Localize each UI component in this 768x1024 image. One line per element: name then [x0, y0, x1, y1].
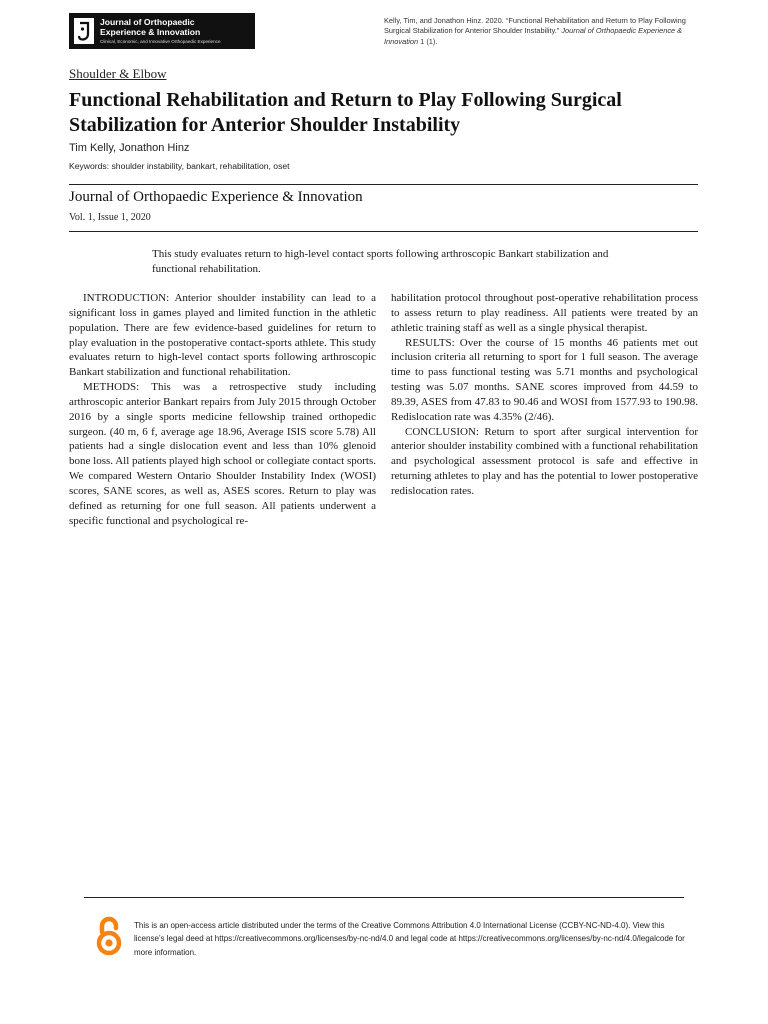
paragraph-conclusion: CONCLUSION: Return to sport after surgical intervention for anterior shoulder instability combined with a functional rehabilitation and psychological assessment protocol is safe and effective in returning athletes to play and has the potential to lower postoperative redislocation rates.	[391, 425, 698, 497]
authors: Tim Kelly, Jonathon Hinz	[69, 142, 190, 154]
license-text: This is an open-access article distributed under the terms of the Creative Commons Attribution 4.0 International License (CCBY-NC-ND-4.0). View this license’s legal deed at https://creativecommons.org/licenses/by-nc-nd/4.0 and legal code at https://creativecommons.org/licenses/by-nc-nd/4.0/legalcode for more information.	[134, 921, 685, 957]
body-column-left	[69, 291, 376, 529]
paragraph-results: RESULTS: Over the course of 15 months 46 patients met out inclusion criteria all returning to sport for 1 full season. The average time to pass functional testing was 5.71 months and psychological testing was 5.07 months. SANE scores improved from 44.59 to 89.39, ASES from 47.83 to 90.46 and WOSI from 1577.93 to 190.98. Redislocation rate was 4.35% (2/46).	[391, 336, 698, 423]
logo-tagline: Clinical, Economic, and Innovative Orthopaedic Experience	[100, 38, 221, 44]
paragraph-methods: METHODS: This was a retrospective study including arthroscopic anterior Bankart repairs from July 2015 through October 2016 by a single sports medicine fellowship trained orthopedic surgeon. (40 m, 6 f, average age 18.96, Average ISIS score 5.78) All patients had a single dislocation event and less than 10% glenoid bone loss. All patients played high school or collegiate contact sports. We compared Western Ontario Shoulder Instability Index (WOSI) scores, SANE scores, as well as, ASES scores. Return to play was defined as returning for one full season. All patients underwent a specific functional and psychological re-	[69, 381, 376, 527]
journal-name: Journal of Orthopaedic Experience & Innovation	[69, 189, 363, 205]
article-title: Functional Rehabilitation and Return to Play Following Surgical Stabilization for Anterior Shoulder Instability	[69, 89, 622, 136]
volume-info: Vol. 1, Issue 1, 2020	[69, 212, 151, 223]
divider-top	[69, 184, 698, 185]
citation-issue: 1 (1).	[418, 36, 438, 46]
abstract: This study evaluates return to high-level contact sports following arthroscopic Bankart stabilization and functional rehabilitation.	[152, 248, 609, 275]
citation-text: Kelly, Tim, and Jonathon Hinz. 2020. “Functional Rehabilitation and Return to Play Following Surgical Stabilization for Anterior Shoulder Instability.”	[384, 16, 686, 36]
paragraph-methods-continued: habilitation protocol throughout post-operative rehabilitation process to assess return to play readiness. All patients were treated by an athletic training staff as well as a single physical therapist.	[391, 292, 698, 334]
divider-bottom	[69, 231, 698, 232]
citation	[384, 16, 704, 47]
citation-journal: Journal of Orthopaedic Experience & Innovation	[384, 26, 683, 46]
journal-logo	[69, 13, 255, 49]
footer-divider	[84, 897, 684, 898]
open-access-icon	[95, 916, 123, 961]
keywords: Keywords: shoulder instability, bankart, rehabilitation, oset	[69, 161, 290, 171]
paragraph-introduction: INTRODUCTION: Anterior shoulder instability can lead to a significant loss in games played and limited function in the athletic population. There are few evidence-based guidelines for return to play evaluation in the postoperative contact-sports athlete. This study evaluates return to high-level contact sports following arthroscopic Bankart stabilization and functional rehabilitation.	[69, 292, 376, 379]
section-link[interactable]: Shoulder & Elbow	[69, 66, 167, 81]
journal-logo-mark	[74, 18, 94, 44]
logo-title-line-1: Journal of Orthopaedic	[100, 16, 195, 27]
logo-title-line-2: Experience & Innovation	[100, 26, 201, 37]
body-column-right	[391, 291, 698, 499]
